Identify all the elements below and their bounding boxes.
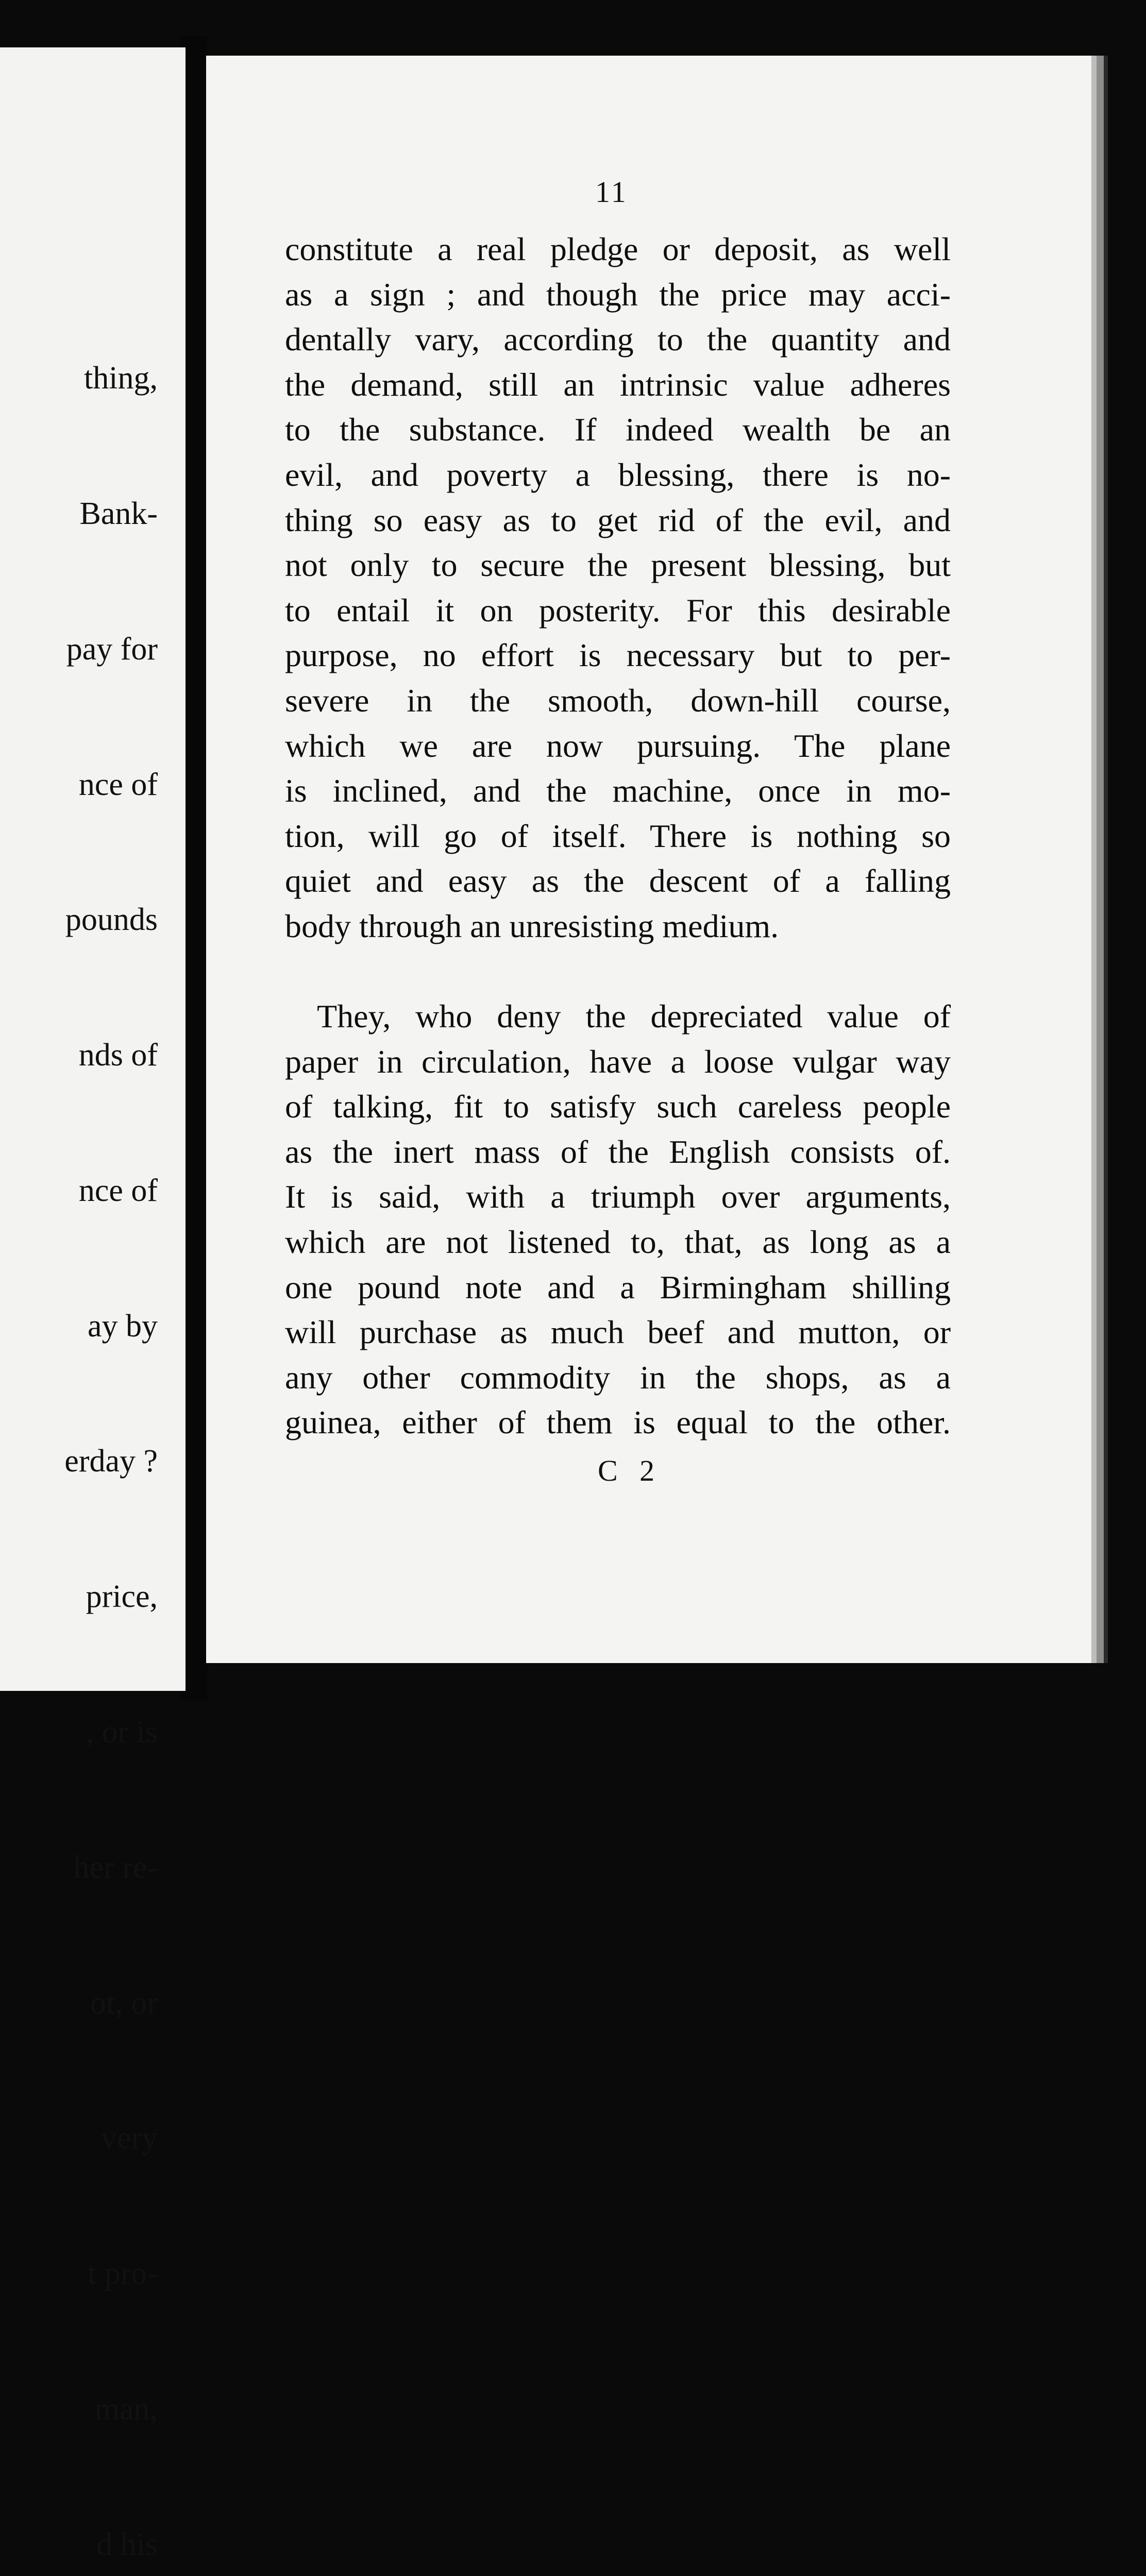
text-line: dentally vary, according to the quantity and (285, 321, 951, 358)
left-line: man, (94, 2391, 158, 2427)
text-line: body through an unresisting medium. (285, 907, 779, 944)
left-line: ot, or (90, 1985, 158, 2021)
text-line: of talking, fit to satisfy such careless people (285, 1088, 951, 1125)
text-line: which we are now pursuing. The plane (285, 727, 951, 764)
paragraph-2 (285, 994, 951, 1445)
text-line: will purchase as much beef and mutton, or (285, 1314, 951, 1351)
text-line: evil, and poverty a blessing, there is no- (285, 456, 951, 493)
text-line: quiet and easy as the descent of a falling (285, 862, 951, 900)
left-facing-page (0, 47, 186, 2562)
signature-mark: C 2 (598, 1454, 662, 1487)
left-line: her re- (73, 1850, 158, 1885)
text-line: is inclined, and the machine, once in mo- (285, 772, 951, 809)
text-line: They, who deny the depreciated value of (317, 998, 951, 1035)
left-line: thing, (84, 361, 158, 396)
text-line: which are not listened to, that, as long as a (285, 1224, 951, 1261)
text-line: purpose, no effort is necessary but to per- (285, 637, 951, 674)
text-line: as a sign ; and though the price may acci- (285, 276, 951, 313)
text-line: thing so easy as to get rid of the evil, and (285, 501, 951, 538)
text-line: tion, will go of itself. There is nothing so (285, 817, 951, 854)
left-line: very (100, 2121, 158, 2156)
left-line: d his (96, 2527, 158, 2562)
left-line: ay by (87, 1308, 158, 1344)
left-line: t pro- (87, 2256, 158, 2292)
text-line: guinea, either of them is equal to the other. (285, 1404, 951, 1441)
text-line: one pound note and a Birmingham shilling (285, 1268, 951, 1306)
text-line: as the inert mass of the English consists of. (285, 1133, 951, 1170)
text-line: to entail it on posterity. For this desirable (285, 591, 951, 629)
left-page-text (64, 266, 158, 2576)
text-line: severe in the smooth, down-hill course, (285, 682, 951, 719)
page-number: 11 (595, 175, 628, 209)
text-line: not only to secure the present blessing, but (285, 547, 951, 584)
page-body (285, 227, 951, 1445)
text-line: the demand, still an intrinsic value adheres (285, 366, 951, 403)
left-line: price, (86, 1579, 158, 1615)
left-line: nce of (78, 1173, 158, 1208)
left-line: Bank- (79, 496, 158, 531)
left-line: pounds (65, 902, 158, 938)
left-line: erday ? (64, 1444, 158, 1479)
text-line: any other commodity in the shops, as a (285, 1359, 951, 1396)
paragraph-1 (285, 227, 951, 949)
text-line: constitute a real pledge or deposit, as well (285, 231, 951, 267)
text-line: to the substance. If indeed wealth be an (285, 411, 951, 448)
left-line: pay for (66, 631, 158, 667)
left-line: nds of (78, 1038, 158, 1073)
text-line: It is said, with a triumph over arguments, (285, 1178, 951, 1215)
text-line: paper in circulation, have a loose vulgar way (285, 1043, 951, 1080)
left-line: , or is (86, 1715, 158, 1750)
left-line: nce of (78, 767, 158, 802)
